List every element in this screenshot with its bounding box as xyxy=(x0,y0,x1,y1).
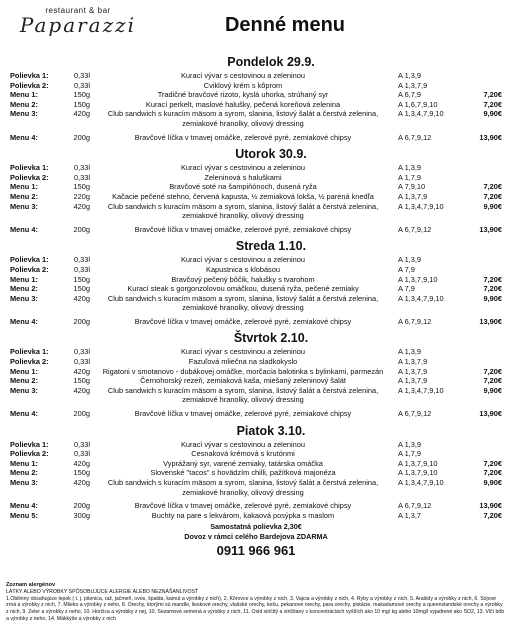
item-allergens: A 7,9 xyxy=(398,264,415,274)
phone-number[interactable]: 0911 966 961 xyxy=(216,543,296,559)
item-allergens: A 1,3,4,7,9,10 xyxy=(398,385,444,395)
day-title: Štvrtok 2.10. xyxy=(233,331,309,346)
brand-logo xyxy=(18,6,138,37)
menu-row xyxy=(0,100,512,110)
item-price: 13,90€ xyxy=(479,409,502,419)
item-description: Bravčové líčka v tmavej omáčke, zelerové pyré, zemiakové chipsy xyxy=(134,316,352,326)
item-price: 13,90€ xyxy=(479,132,502,142)
item-quantity: 420g xyxy=(73,293,90,303)
item-quantity: 200g xyxy=(73,316,90,326)
item-allergens: A 1,3,4,7,9,10 xyxy=(398,293,444,303)
item-quantity: 150g xyxy=(73,99,90,109)
item-label: Menu 2: xyxy=(10,284,38,294)
menu-row xyxy=(0,163,512,173)
item-description: Slovenské "tacos" s hovädzím chilli, pažítková majonéza xyxy=(150,468,336,478)
item-description: Kurací steak s gorgonzolovou omáčkou, dusená ryža, pečené zemiaky xyxy=(127,284,359,294)
item-quantity: 0,33l xyxy=(73,264,90,274)
item-price: 9,90€ xyxy=(483,109,502,119)
menu-row xyxy=(0,478,512,497)
menu-row xyxy=(0,284,512,294)
item-allergens: A 1,3,7,9 xyxy=(398,80,428,90)
item-allergens: A 1,3,7,9 xyxy=(398,357,428,367)
item-quantity: 300g xyxy=(73,510,90,520)
item-quantity: 0,33l xyxy=(73,255,90,265)
item-label: Polievka 2: xyxy=(10,80,49,90)
item-label: Menu 1: xyxy=(10,182,38,192)
item-label: Menu 3: xyxy=(10,385,38,395)
day-title: Pondelok 29.9. xyxy=(227,55,315,69)
item-label: Polievka 1: xyxy=(10,163,49,173)
item-quantity: 420g xyxy=(73,385,90,395)
menu-row xyxy=(0,317,512,327)
item-quantity: 150g xyxy=(73,284,90,294)
item-description: Kurací vývar s cestovinou a zeleninou xyxy=(180,71,306,80)
item-quantity: 0,33l xyxy=(73,172,90,182)
item-allergens: A 6,7,9 xyxy=(398,90,422,100)
day-title: Piatok 3.10. xyxy=(236,423,306,438)
item-label: Menu 3: xyxy=(10,201,38,211)
item-label: Menu 2: xyxy=(10,191,38,201)
item-label: Menu 4: xyxy=(10,224,38,234)
item-description: Club sandwich s kuracím mäsom a syrom, slanina, listový šalát a čerstvá zelenina, zemiakové hranolky, olivový dressing xyxy=(107,201,379,221)
item-description: Zeleninová s haluškami xyxy=(204,172,282,182)
item-quantity: 150g xyxy=(73,90,90,100)
menu-row xyxy=(0,265,512,275)
menu-row xyxy=(0,449,512,459)
footer-info xyxy=(0,522,512,542)
days-list xyxy=(0,52,512,520)
menu-row xyxy=(0,81,512,91)
menu-row xyxy=(0,367,512,377)
item-label: Menu 1: xyxy=(10,366,38,376)
item-description: Bravčové soté na šampiňónoch, dusená ryža xyxy=(169,182,317,192)
item-description: Bravčové líčka v tmavej omáčke, zelerové pyré, zemiakové chipsy xyxy=(134,224,352,234)
item-allergens: A 7,9 xyxy=(398,284,415,294)
item-allergens: A 1,3,7,9 xyxy=(398,376,428,386)
item-quantity: 200g xyxy=(73,224,90,234)
item-description: Club sandwich s kuracím mäsom a syrom, slanina, listový šalát a čerstvá zelenina, zemiakové hranolky, olivový dressing xyxy=(107,385,379,405)
item-label: Polievka 1: xyxy=(10,71,49,80)
item-description: Cesnaková krémová s krutónmi xyxy=(191,449,295,459)
menu-row xyxy=(0,376,512,386)
brand-name: Paparazzi xyxy=(19,13,137,37)
menu-row xyxy=(0,202,512,221)
menu-row xyxy=(0,357,512,367)
item-allergens: A 1,7,9 xyxy=(398,172,422,182)
day-section xyxy=(0,144,512,234)
item-price: 7,20€ xyxy=(483,191,502,201)
item-description: Bravčové líčka v tmavej omáčke, zelerové pyré, zemiakové chipsy xyxy=(134,132,352,142)
item-quantity: 0,33l xyxy=(73,80,90,90)
item-label: Polievka 2: xyxy=(10,357,49,367)
menu-row xyxy=(0,133,512,143)
item-description: Fazuľová mliečna na sladkokyslo xyxy=(188,357,298,367)
item-allergens: A 1,3,9 xyxy=(398,71,422,80)
allergen-list xyxy=(6,582,506,623)
item-allergens: A 1,3,4,7,9,10 xyxy=(398,478,444,487)
item-allergens: A 1,6,7,9,10 xyxy=(398,99,438,109)
item-quantity: 420g xyxy=(73,109,90,119)
menu-row xyxy=(0,182,512,192)
item-allergens: A 1,3,4,7,9,10 xyxy=(398,109,444,119)
item-label: Menu 1: xyxy=(10,458,38,468)
brand-tagline: restaurant & bar xyxy=(45,6,111,15)
item-quantity: 0,33l xyxy=(73,449,90,459)
menu-row xyxy=(0,459,512,469)
item-price: 9,90€ xyxy=(483,385,502,395)
item-price: 7,20€ xyxy=(483,99,502,109)
item-label: Menu 1: xyxy=(10,90,38,100)
item-quantity: 150g xyxy=(73,274,90,284)
page-title: Denné menu xyxy=(224,14,346,36)
item-description: Kurací perkelt, maslové halušky, pečená koreňová zelenina xyxy=(145,99,341,109)
item-label: Menu 4: xyxy=(10,501,38,511)
item-allergens: A 1,3,9 xyxy=(398,255,422,265)
item-quantity: 150g xyxy=(73,182,90,192)
allergen-subheading: LÁTKY ALEBO VÝROBKY SPÔSOBUJÚCE ALERGIE ALEBO NEZNÁŠANLIVOSŤ xyxy=(6,588,199,595)
item-quantity: 150g xyxy=(73,468,90,478)
item-quantity: 200g xyxy=(73,132,90,142)
item-quantity: 0,33l xyxy=(73,163,90,173)
item-allergens: A 1,3,9 xyxy=(398,347,422,357)
item-description: Kapustnica s klobásou xyxy=(206,264,280,274)
menu-row xyxy=(0,294,512,313)
item-allergens: A 1,3,7,9,10 xyxy=(398,458,438,468)
item-price: 7,20€ xyxy=(483,468,502,478)
item-description: Bravčové líčka v tmavej omáčke, zelerové pyré, zemiakové chipsy xyxy=(134,501,352,511)
item-label: Polievka 1: xyxy=(10,439,49,449)
menu-row xyxy=(0,90,512,100)
item-price: 7,20€ xyxy=(483,284,502,294)
menu-row xyxy=(0,468,512,478)
item-price: 13,90€ xyxy=(479,224,502,234)
allergen-heading: Zoznam alergénov xyxy=(6,582,56,588)
item-price: 7,20€ xyxy=(483,182,502,192)
day-title: Utorok 30.9. xyxy=(235,147,307,162)
item-label: Menu 2: xyxy=(10,468,38,478)
menu-row xyxy=(0,347,512,357)
item-label: Menu 4: xyxy=(10,132,38,142)
item-quantity: 420g xyxy=(73,458,90,468)
item-allergens: A 6,7,9,12 xyxy=(398,501,432,511)
item-allergens: A 1,3,7,9 xyxy=(398,191,428,201)
menu-row xyxy=(0,192,512,202)
item-description: Buchty na pare s lekvárom, kakaová posýpka s maslom xyxy=(151,510,335,520)
item-quantity: 420g xyxy=(73,478,90,487)
menu-row xyxy=(0,386,512,405)
soup-price-note: Samostatná polievka 2,30€ xyxy=(210,522,302,532)
item-price: 13,90€ xyxy=(479,316,502,326)
item-description: Kurací vývar s cestovinou a zeleninou xyxy=(180,347,306,357)
item-allergens: A 1,3,7,9,10 xyxy=(398,274,438,284)
menu-row xyxy=(0,71,512,81)
menu-row xyxy=(0,275,512,285)
item-description: Bravčové líčka v tmavej omáčke, zelerové pyré, zemiakové chipsy xyxy=(134,409,352,419)
item-price: 9,90€ xyxy=(483,478,502,487)
item-price: 13,90€ xyxy=(479,501,502,511)
item-price: 7,20€ xyxy=(483,366,502,376)
menu-row xyxy=(0,255,512,265)
item-price: 7,20€ xyxy=(483,458,502,468)
item-description: Kurací vývar s cestovinou a zeleninou xyxy=(180,163,306,173)
item-price: 7,20€ xyxy=(483,510,502,520)
item-description: Club sandwich s kuracím mäsom a syrom, slanina, listový šalát a čerstvá zelenina, zemiakové hranolky, olivový dressing xyxy=(107,478,379,497)
item-description: Vyprážaný syr, varené zemiaky, tatárska omáčka xyxy=(163,458,323,468)
item-allergens: A 7,9,10 xyxy=(398,182,426,192)
menu-row xyxy=(0,109,512,128)
item-description: Club sandwich s kuracím mäsom a syrom, slanina, listový šalát a čerstvá zelenina, zemiakové hranolky, olivový dressing xyxy=(107,109,379,128)
item-allergens: A 1,3,9 xyxy=(398,439,422,449)
item-label: Menu 2: xyxy=(10,99,38,109)
item-allergens: A 1,3,7,9 xyxy=(398,366,428,376)
item-price: 7,20€ xyxy=(483,376,502,386)
item-description: Kačacie pečené stehno, červená kapusta, ½ zemiaková lokša, ½ parená knedľa xyxy=(112,191,374,201)
item-quantity: 420g xyxy=(73,366,90,376)
item-price: 9,90€ xyxy=(483,293,502,303)
item-allergens: A 1,3,7,9,10 xyxy=(398,468,438,478)
item-label: Polievka 1: xyxy=(10,255,49,265)
day-section xyxy=(0,236,512,326)
item-allergens: A 6,7,9,12 xyxy=(398,224,432,234)
menu-row xyxy=(0,173,512,183)
day-section xyxy=(0,328,512,418)
item-label: Polievka 1: xyxy=(10,347,49,357)
item-allergens: A 1,3,9 xyxy=(398,163,422,173)
item-quantity: 220g xyxy=(73,191,90,201)
item-label: Polievka 2: xyxy=(10,264,49,274)
item-quantity: 200g xyxy=(73,409,90,419)
item-allergens: A 6,7,9,12 xyxy=(398,316,432,326)
item-allergens: A 1,3,4,7,9,10 xyxy=(398,201,444,211)
item-quantity: 420g xyxy=(73,201,90,211)
item-label: Polievka 2: xyxy=(10,449,49,459)
day-section xyxy=(0,421,512,521)
item-label: Menu 4: xyxy=(10,409,38,419)
menu-row xyxy=(0,440,512,450)
item-description: Bravčový pečený bôčik, halušky s tvarohom xyxy=(171,274,315,284)
item-quantity: 0,33l xyxy=(73,347,90,357)
allergen-text: 1.Obilniny obsahujúce lepok ( t. j. pšenica, raž, jačmeň, ovos, špalda, kamut a výrobky z nich), 2. Kôrovce a výrobky z nich, 3. Vajcia a výrobky z nich, 4. Ryby a výrobky z nich, 5. Arašidy a výrobky z nich, 6. Sójové zrná a výrobky z nich, 7. Mlieko a výrobky z neho, 8. Orechy, ktorými sú mandle, lieskové orechy, vlašské orechy, kešu, pekanové orechy, para orechy, pistácie, makadamové orechy a queenslandské orechy a výrobky z nich, 9. Zeler a výrobky z neho, 10. Horčica a výrobky z nej, 10. Sezamové semená a výrobky z nich, 11. Oxid siričitý a siričitany v koncentráciách vyšších ako 10 mg/ kg alebo 10mg/l vyjadrené ako SO2, 13. Vlčí bôb a výrobky z neho, 14. Mäkkýše a výrobky z nich xyxy=(6,595,505,622)
item-quantity: 0,33l xyxy=(73,439,90,449)
delivery-note: Dovoz v rámci celého Bardejova ZDARMA xyxy=(184,532,328,542)
item-description: Tradičné bravčové rizoto, kyslá uhorka, strúhaný syr xyxy=(157,90,329,100)
day-title: Streda 1.10. xyxy=(235,239,307,254)
menu-row xyxy=(0,225,512,235)
item-allergens: A 1,3,7 xyxy=(398,510,422,520)
menu-row xyxy=(0,409,512,419)
item-label: Polievka 2: xyxy=(10,172,49,182)
item-label: Menu 1: xyxy=(10,274,38,284)
item-label: Menu 4: xyxy=(10,316,38,326)
item-description: Kurací vývar s cestovinou a zeleninou xyxy=(180,255,306,265)
item-quantity: 200g xyxy=(73,501,90,511)
item-description: Club sandwich s kuracím mäsom a syrom, slanina, listový šalát a čerstvá zelenina, zemiakové hranolky, olivový dressing xyxy=(107,293,379,313)
item-description: Rigatoni v smotanovo - dubákovej omáčke, morčacia balotinka s bylinkami, parmezán xyxy=(102,366,384,376)
item-price: 7,20€ xyxy=(483,90,502,100)
item-allergens: A 6,7,9,12 xyxy=(398,132,432,142)
item-allergens: A 1,7,9 xyxy=(398,449,422,459)
day-section xyxy=(0,52,512,142)
menu-row xyxy=(0,501,512,511)
item-label: Menu 3: xyxy=(10,478,38,487)
item-label: Menu 2: xyxy=(10,376,38,386)
menu-content xyxy=(0,52,512,558)
item-quantity: 150g xyxy=(73,376,90,386)
item-description: Černohorský rezeň, zemiaková kaša, miešaný zeleninový šalát xyxy=(140,376,346,386)
item-label: Menu 3: xyxy=(10,293,38,303)
item-description: Kurací vývar s cestovinou a zeleninou xyxy=(180,439,306,449)
item-label: Menu 3: xyxy=(10,109,38,119)
item-allergens: A 6,7,9,12 xyxy=(398,409,432,419)
item-quantity: 0,33l xyxy=(73,357,90,367)
menu-row xyxy=(0,511,512,521)
item-label: Menu 5: xyxy=(10,510,38,520)
item-description: Cviklový krém s kôprom xyxy=(203,80,283,90)
item-price: 7,20€ xyxy=(483,274,502,284)
item-price: 9,90€ xyxy=(483,201,502,211)
item-quantity: 0,33l xyxy=(73,71,90,80)
